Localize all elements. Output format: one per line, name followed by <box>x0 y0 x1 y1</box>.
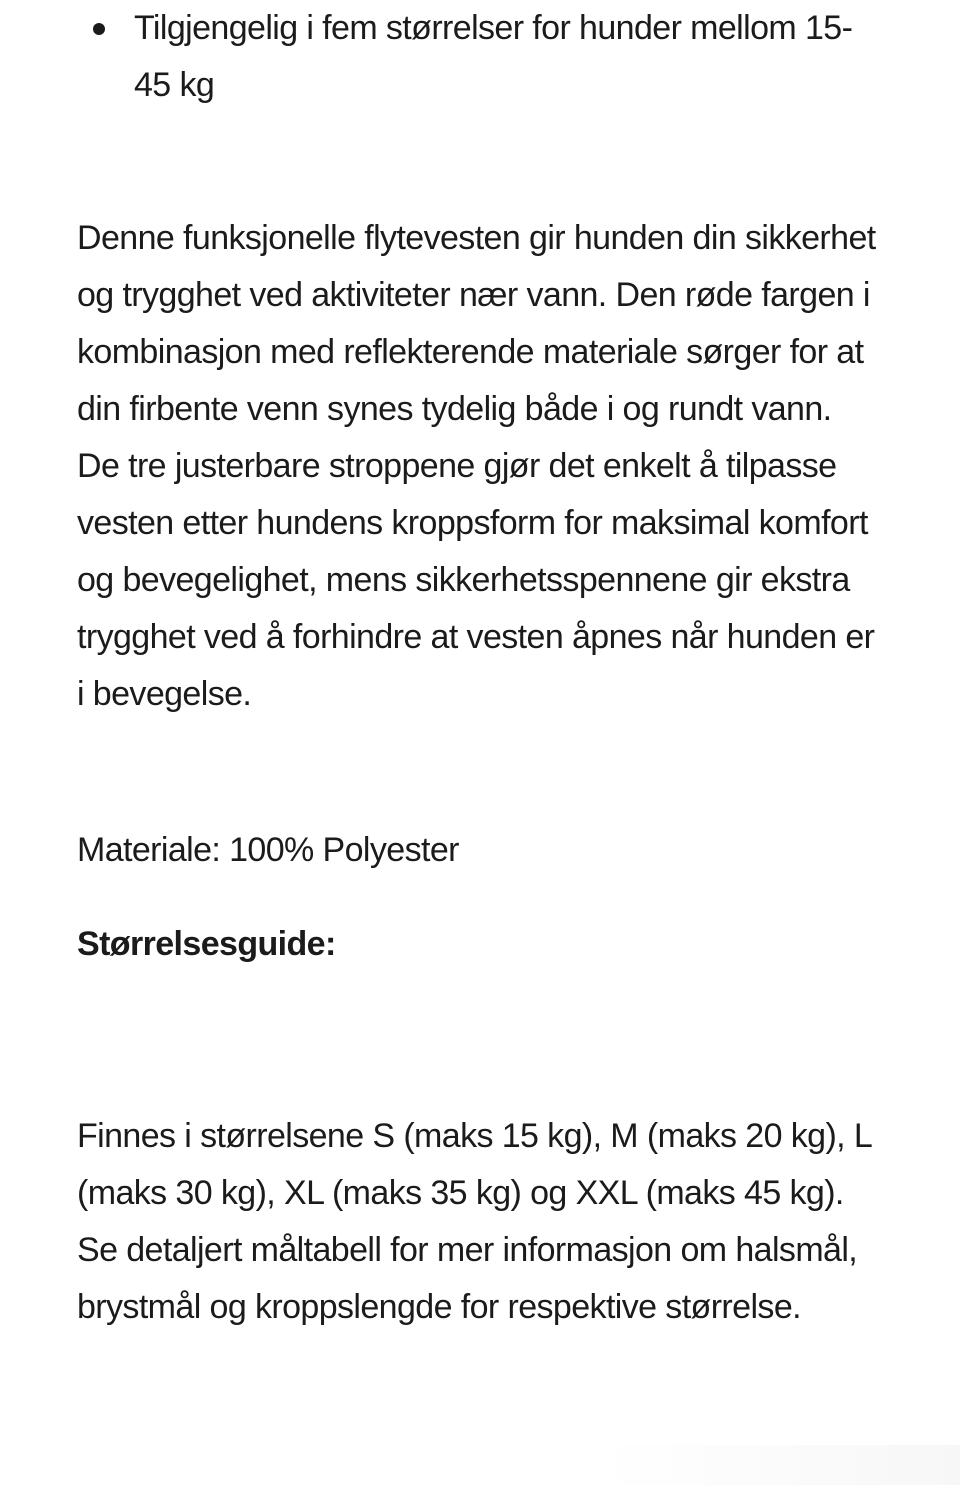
size-guide-text: Finnes i størrelsene S (maks 15 kg), M (maks 20 kg), L (maks 30 kg), XL (maks 35 kg) og XXL (maks 45 kg). Se detaljert måltabell for mer informasjon om halsmål, brystmål og kroppslengde for respektive størrelse. <box>77 1117 871 1326</box>
bullet-icon <box>93 23 105 35</box>
bottom-fade <box>600 1445 960 1485</box>
feature-text: Tilgjengelig i fem størrelser for hunder mellom 15-45 kg <box>134 9 853 104</box>
description-paragraph: Denne funksjonelle flytevesten gir hunden din sikkerhet og trygghet ved aktiviteter nær vann. Den røde fargen i kombinasjon med reflekterende materiale sørger for at din firbente venn synes tydelig både i og rundt vann. De tre justerbare stroppene gjør det enkelt å tilpasse vesten etter hundens kroppsform for maksimal komfort og bevegelighet, mens sikkerhetsspennene gir ekstra trygghet ved å forhindre at vesten åpnes når hunden er i bevegelse. <box>77 219 876 713</box>
feature-list <box>77 0 857 114</box>
feature-item <box>77 0 857 114</box>
size-guide-heading: Størrelsesguide: <box>77 925 336 963</box>
material-text: Materiale: 100% Polyester <box>77 831 459 869</box>
